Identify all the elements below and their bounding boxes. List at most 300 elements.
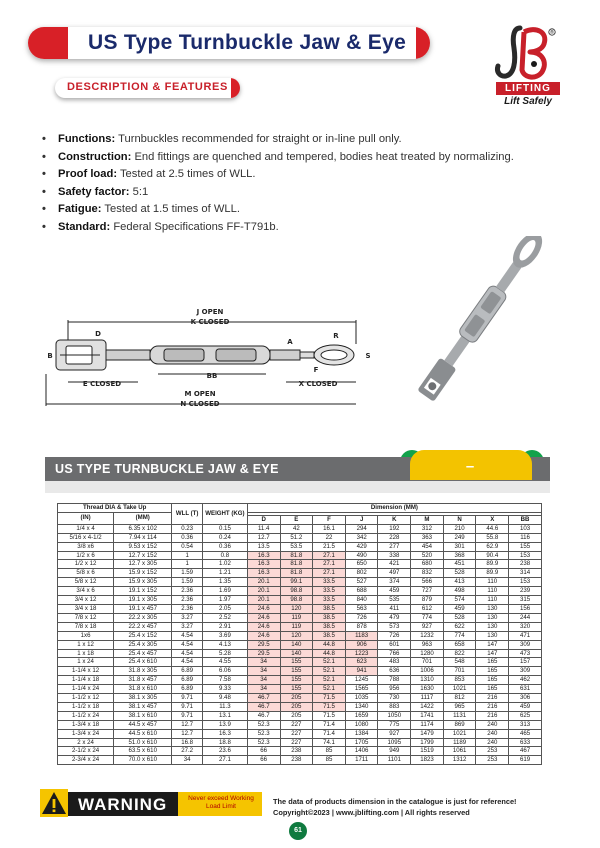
table-cell: 309 bbox=[509, 640, 542, 649]
table-cell: 4.54 bbox=[172, 649, 203, 658]
footer-copyright: Copyright©2023 | www.jblifting.com | All rights reserved bbox=[273, 808, 470, 817]
table-cell: 21.5 bbox=[313, 542, 346, 551]
th-e: E bbox=[280, 515, 313, 524]
table-cell: 210 bbox=[443, 524, 476, 533]
table-cell: 205 bbox=[280, 694, 313, 703]
table-cell: 38.1 x 305 bbox=[114, 694, 172, 703]
table-cell: 601 bbox=[378, 640, 411, 649]
label-a: A bbox=[287, 338, 293, 346]
table-cell: 1174 bbox=[411, 720, 444, 729]
table-cell: 25.4 x 152 bbox=[114, 631, 172, 640]
table-cell: 24.6 bbox=[247, 604, 280, 613]
feature-item: • Construction: End fittings are quenched and tempered, bodies heat treated by normalizing. bbox=[40, 149, 560, 167]
table-cell: 130 bbox=[476, 622, 509, 631]
table-cell: 1.21 bbox=[202, 569, 247, 578]
table-cell: 0.23 bbox=[172, 524, 203, 533]
table-cell: 312 bbox=[411, 524, 444, 533]
table-cell: 55.8 bbox=[476, 533, 509, 542]
label-bb: BB bbox=[206, 372, 218, 380]
table-cell: 1 x 12 bbox=[58, 640, 114, 649]
table-cell: 1021 bbox=[443, 729, 476, 738]
table-cell: 1-1/2 x 18 bbox=[58, 702, 114, 711]
table-cell: 27.1 bbox=[313, 560, 346, 569]
label-r: R bbox=[333, 332, 339, 340]
table-cell: 38.5 bbox=[313, 622, 346, 631]
table-cell: 147 bbox=[476, 649, 509, 658]
label-k-closed: K CLOSED bbox=[190, 318, 230, 326]
table-cell: 374 bbox=[378, 578, 411, 587]
table-cell: 249 bbox=[443, 533, 476, 542]
table-cell: 471 bbox=[509, 631, 542, 640]
table-cell: 71.4 bbox=[313, 729, 346, 738]
table-cell: 1117 bbox=[411, 694, 444, 703]
table-cell: 20.1 bbox=[247, 587, 280, 596]
table-row bbox=[58, 667, 542, 676]
table-cell: 81.8 bbox=[280, 560, 313, 569]
th-m: M bbox=[411, 515, 444, 524]
label-e-closed: E CLOSED bbox=[82, 380, 122, 388]
table-cell: 157 bbox=[509, 658, 542, 667]
table-cell: 25.4 x 305 bbox=[114, 640, 172, 649]
table-cell: 774 bbox=[443, 631, 476, 640]
table-cell: 497 bbox=[378, 569, 411, 578]
table-cell: 27.1 bbox=[202, 756, 247, 765]
table-row bbox=[58, 658, 542, 667]
table-row bbox=[58, 542, 542, 551]
table-cell: 240 bbox=[476, 729, 509, 738]
table-cell: 459 bbox=[443, 604, 476, 613]
table-cell: 99.1 bbox=[280, 578, 313, 587]
table-cell: 52.1 bbox=[313, 685, 346, 694]
table-cell: 5/8 x 12 bbox=[58, 578, 114, 587]
table-cell: 1/4 x 4 bbox=[58, 524, 114, 533]
table-cell: 623 bbox=[345, 658, 378, 667]
table-row bbox=[58, 756, 542, 765]
table-cell: 941 bbox=[345, 667, 378, 676]
table-cell: 883 bbox=[378, 702, 411, 711]
table-cell: 3/4 x 6 bbox=[58, 587, 114, 596]
table-cell: 74.1 bbox=[313, 738, 346, 747]
table-cell: 19.1 x 457 bbox=[114, 604, 172, 613]
feature-item: • Fatigue: Tested at 1.5 times of WLL. bbox=[40, 201, 560, 219]
table-cell: 688 bbox=[345, 587, 378, 596]
table-cell: 66 bbox=[247, 756, 280, 765]
table-cell: 1 x 24 bbox=[58, 658, 114, 667]
table-cell: 155 bbox=[280, 658, 313, 667]
table-cell: 89.9 bbox=[476, 569, 509, 578]
table-cell: 31.8 x 305 bbox=[114, 667, 172, 676]
table-row bbox=[58, 631, 542, 640]
table-row bbox=[58, 596, 542, 605]
table-cell: 22.2 x 305 bbox=[114, 613, 172, 622]
table-cell: 130 bbox=[476, 613, 509, 622]
table-cell: 9.33 bbox=[202, 685, 247, 694]
table-cell: 3.69 bbox=[202, 631, 247, 640]
table-cell: 368 bbox=[443, 551, 476, 560]
th-f: F bbox=[313, 515, 346, 524]
table-cell: 12.7 bbox=[247, 533, 280, 542]
th-d: D bbox=[247, 515, 280, 524]
table-cell: 535 bbox=[378, 596, 411, 605]
table-cell: 520 bbox=[411, 551, 444, 560]
table-cell: 802 bbox=[345, 569, 378, 578]
table-cell: 0.36 bbox=[202, 542, 247, 551]
table-cell: 216 bbox=[476, 711, 509, 720]
table-cell: 66 bbox=[247, 747, 280, 756]
table-cell: 33.5 bbox=[313, 578, 346, 587]
table-cell: 44.5 x 457 bbox=[114, 720, 172, 729]
table-row bbox=[58, 569, 542, 578]
table-cell: 165 bbox=[476, 685, 509, 694]
th-k: K bbox=[378, 515, 411, 524]
table-cell: 12.7 x 305 bbox=[114, 560, 172, 569]
table-cell: 4.54 bbox=[172, 640, 203, 649]
table-cell: 1-1/4 x 24 bbox=[58, 685, 114, 694]
table-cell: 5/16 x 4-1/2 bbox=[58, 533, 114, 542]
table-row bbox=[58, 524, 542, 533]
label-b: B bbox=[47, 352, 53, 360]
table-cell: 1.97 bbox=[202, 596, 247, 605]
footer-disclaimer: The data of products dimension in the catalogue is just for reference! bbox=[273, 797, 517, 806]
table-cell: 44.8 bbox=[313, 649, 346, 658]
table-cell: 24.6 bbox=[247, 613, 280, 622]
th-in: (IN) bbox=[58, 512, 114, 524]
table-cell: 11.4 bbox=[247, 524, 280, 533]
table-cell: 421 bbox=[378, 560, 411, 569]
table-cell: 949 bbox=[378, 747, 411, 756]
table-cell: 294 bbox=[345, 524, 378, 533]
table-cell: 727 bbox=[411, 587, 444, 596]
table-cell: 42 bbox=[280, 524, 313, 533]
table-cell: 879 bbox=[411, 596, 444, 605]
table-cell: 3/8 x6 bbox=[58, 542, 114, 551]
table-cell: 31.8 x 457 bbox=[114, 676, 172, 685]
table-cell: 1.59 bbox=[172, 569, 203, 578]
table-cell: 53.5 bbox=[280, 542, 313, 551]
table-cell: 314 bbox=[509, 569, 542, 578]
table-cell: 1035 bbox=[345, 694, 378, 703]
table-cell: 483 bbox=[378, 658, 411, 667]
table-cell: 9.71 bbox=[172, 702, 203, 711]
table-cell: 9.48 bbox=[202, 694, 247, 703]
table-cell: 1-3/4 x 24 bbox=[58, 729, 114, 738]
table-cell: 16.3 bbox=[247, 569, 280, 578]
table-cell: 2.36 bbox=[172, 596, 203, 605]
label-d: D bbox=[95, 330, 101, 338]
table-cell: 52.1 bbox=[313, 676, 346, 685]
table-cell: 70.0 x 610 bbox=[114, 756, 172, 765]
table-cell: 1x6 bbox=[58, 631, 114, 640]
th-thread: Thread DIA & Take Up bbox=[58, 504, 172, 513]
th-weight: WEIGHT (KG) bbox=[202, 504, 247, 525]
table-cell: 574 bbox=[443, 596, 476, 605]
table-cell: 625 bbox=[509, 711, 542, 720]
table-row bbox=[58, 622, 542, 631]
table-cell: 103 bbox=[509, 524, 542, 533]
table-cell: 165 bbox=[476, 676, 509, 685]
table-cell: 1312 bbox=[443, 756, 476, 765]
table-cell: 12.7 bbox=[172, 729, 203, 738]
table-cell: 2.05 bbox=[202, 604, 247, 613]
table-cell: 0.36 bbox=[172, 533, 203, 542]
table-cell: 24.6 bbox=[247, 622, 280, 631]
table-cell: 20.1 bbox=[247, 578, 280, 587]
label-s: S bbox=[365, 352, 371, 360]
table-cell: 2 x 24 bbox=[58, 738, 114, 747]
table-cell: 238 bbox=[509, 560, 542, 569]
table-cell: 34 bbox=[172, 756, 203, 765]
table-cell: 1340 bbox=[345, 702, 378, 711]
th-x: X bbox=[476, 515, 509, 524]
table-cell: 27.1 bbox=[313, 569, 346, 578]
table-cell: 701 bbox=[443, 667, 476, 676]
table-cell: 6.89 bbox=[172, 667, 203, 676]
table-cell: 153 bbox=[509, 578, 542, 587]
table-row bbox=[58, 649, 542, 658]
table-cell: 16.8 bbox=[172, 738, 203, 747]
table-cell: 726 bbox=[378, 631, 411, 640]
spec-table bbox=[57, 503, 542, 765]
table-cell: 46.7 bbox=[247, 702, 280, 711]
table-cell: 927 bbox=[411, 622, 444, 631]
table-cell: 636 bbox=[378, 667, 411, 676]
table-cell: 192 bbox=[378, 524, 411, 533]
table-cell: 459 bbox=[509, 702, 542, 711]
table-cell: 38.5 bbox=[313, 604, 346, 613]
table-row bbox=[58, 729, 542, 738]
table-cell: 451 bbox=[443, 560, 476, 569]
label-x-closed: X CLOSED bbox=[298, 380, 338, 388]
table-cell: 16.3 bbox=[202, 729, 247, 738]
table-cell: 2.52 bbox=[202, 613, 247, 622]
table-cell: 110 bbox=[476, 596, 509, 605]
table-row bbox=[58, 613, 542, 622]
table-cell: 6.89 bbox=[172, 676, 203, 685]
table-cell: 313 bbox=[509, 720, 542, 729]
table-cell: 1080 bbox=[345, 720, 378, 729]
table-cell: 63.5 x 610 bbox=[114, 747, 172, 756]
table-cell: 963 bbox=[411, 640, 444, 649]
table-cell: 155 bbox=[280, 685, 313, 694]
th-dimension: Dimension (MM) bbox=[247, 504, 541, 513]
table-cell: 1565 bbox=[345, 685, 378, 694]
table-cell: 573 bbox=[378, 622, 411, 631]
table-cell: 490 bbox=[345, 551, 378, 560]
table-cell: 5/8 x 6 bbox=[58, 569, 114, 578]
table-cell: 309 bbox=[509, 667, 542, 676]
table-cell: 253 bbox=[476, 747, 509, 756]
table-row bbox=[58, 685, 542, 694]
feature-item: • Proof load: Tested at 2.5 times of WLL. bbox=[40, 166, 560, 184]
table-cell: 479 bbox=[378, 613, 411, 622]
table-cell: 27.2 bbox=[172, 747, 203, 756]
table-row bbox=[58, 604, 542, 613]
table-cell: 19.1 x 152 bbox=[114, 587, 172, 596]
table-cell: 1630 bbox=[411, 685, 444, 694]
table-cell: 9.71 bbox=[172, 694, 203, 703]
table-cell: 1280 bbox=[411, 649, 444, 658]
table-cell: 3.27 bbox=[172, 613, 203, 622]
table-cell: 1 x 18 bbox=[58, 649, 114, 658]
table-cell: 7.58 bbox=[202, 676, 247, 685]
table-cell: 244 bbox=[509, 613, 542, 622]
table-cell: 411 bbox=[378, 604, 411, 613]
table-cell: 155 bbox=[280, 667, 313, 676]
table-cell: 320 bbox=[509, 622, 542, 631]
table-cell: 205 bbox=[280, 711, 313, 720]
table-cell: 1-1/4 x 18 bbox=[58, 676, 114, 685]
table-cell: 238 bbox=[280, 756, 313, 765]
table-cell: 1101 bbox=[378, 756, 411, 765]
table-row bbox=[58, 533, 542, 542]
table-cell: 38.5 bbox=[313, 631, 346, 640]
table-cell: 1/2 x 12 bbox=[58, 560, 114, 569]
table-cell: 6.89 bbox=[172, 685, 203, 694]
table-cell: 90.4 bbox=[476, 551, 509, 560]
table-cell: 0.15 bbox=[202, 524, 247, 533]
table-cell: 462 bbox=[509, 676, 542, 685]
table-cell: 1705 bbox=[345, 738, 378, 747]
table-cell: 622 bbox=[443, 622, 476, 631]
table-cell: 16.1 bbox=[313, 524, 346, 533]
table-cell: 906 bbox=[345, 640, 378, 649]
table-cell: 766 bbox=[378, 649, 411, 658]
table-cell: 528 bbox=[443, 613, 476, 622]
table-cell: 227 bbox=[280, 738, 313, 747]
table-cell: 1310 bbox=[411, 676, 444, 685]
table-cell: 119 bbox=[280, 613, 313, 622]
table-cell: 253 bbox=[476, 756, 509, 765]
table-cell: 1422 bbox=[411, 702, 444, 711]
th-mm: (MM) bbox=[114, 512, 172, 524]
table-cell: 12.7 x 152 bbox=[114, 551, 172, 560]
table-row bbox=[58, 578, 542, 587]
table-cell: 1741 bbox=[411, 711, 444, 720]
table-cell: 24.6 bbox=[247, 631, 280, 640]
table-cell: 13.9 bbox=[202, 720, 247, 729]
table-cell: 7.94 x 114 bbox=[114, 533, 172, 542]
table-cell: 89.9 bbox=[476, 560, 509, 569]
table-cell: 20.1 bbox=[247, 596, 280, 605]
features-list bbox=[40, 131, 560, 237]
table-cell: 3.27 bbox=[172, 622, 203, 631]
table-cell: 1384 bbox=[345, 729, 378, 738]
table-cell: 465 bbox=[509, 729, 542, 738]
table-cell: 2-3/4 x 24 bbox=[58, 756, 114, 765]
page-number: 61 bbox=[289, 822, 307, 840]
table-cell: 38.1 x 610 bbox=[114, 711, 172, 720]
table-cell: 11.3 bbox=[202, 702, 247, 711]
table-cell: 19.1 x 305 bbox=[114, 596, 172, 605]
table-cell: 29.5 bbox=[247, 649, 280, 658]
table-cell: 869 bbox=[443, 720, 476, 729]
table-cell: 81.8 bbox=[280, 569, 313, 578]
table-cell: 467 bbox=[509, 747, 542, 756]
table-row bbox=[58, 587, 542, 596]
table-cell: 315 bbox=[509, 596, 542, 605]
table-cell: 633 bbox=[509, 738, 542, 747]
table-cell: 4.13 bbox=[202, 640, 247, 649]
svg-text:®: ® bbox=[549, 30, 555, 37]
table-cell: 110 bbox=[476, 578, 509, 587]
table-cell: 38.5 bbox=[313, 613, 346, 622]
table-cell: 840 bbox=[345, 596, 378, 605]
table-cell: 548 bbox=[443, 658, 476, 667]
table-row bbox=[58, 694, 542, 703]
table-cell: 34 bbox=[247, 685, 280, 694]
table-cell: 927 bbox=[378, 729, 411, 738]
table-cell: 25.4 x 610 bbox=[114, 658, 172, 667]
table-cell: 52.1 bbox=[313, 667, 346, 676]
table-cell: 110 bbox=[476, 587, 509, 596]
banner-shadow bbox=[45, 481, 550, 493]
table-cell: 1406 bbox=[345, 747, 378, 756]
table-cell: 1659 bbox=[345, 711, 378, 720]
table-cell: 238 bbox=[280, 747, 313, 756]
table-row bbox=[58, 738, 542, 747]
table-cell: 216 bbox=[476, 694, 509, 703]
label-j-open: J OPEN bbox=[196, 308, 224, 316]
table-cell: 0.24 bbox=[202, 533, 247, 542]
table-cell: 34 bbox=[247, 676, 280, 685]
table-cell: 33.5 bbox=[313, 596, 346, 605]
table-row bbox=[58, 702, 542, 711]
table-cell: 528 bbox=[443, 569, 476, 578]
table-cell: 71.5 bbox=[313, 711, 346, 720]
table-cell: 726 bbox=[345, 613, 378, 622]
warning-icon bbox=[40, 789, 68, 817]
label-n-closed: N CLOSED bbox=[180, 400, 220, 408]
table-cell: 155 bbox=[280, 676, 313, 685]
table-cell: 1061 bbox=[443, 747, 476, 756]
table-cell: 165 bbox=[476, 658, 509, 667]
table-cell: 31.8 x 610 bbox=[114, 685, 172, 694]
table-cell: 205 bbox=[280, 702, 313, 711]
table-cell: 1799 bbox=[411, 738, 444, 747]
turnbuckle-photo bbox=[400, 236, 550, 418]
table-cell: 1519 bbox=[411, 747, 444, 756]
table-cell: 7/8 x 18 bbox=[58, 622, 114, 631]
table-cell: 338 bbox=[378, 551, 411, 560]
table-cell: 34 bbox=[247, 667, 280, 676]
table-cell: 812 bbox=[443, 694, 476, 703]
table-cell: 4.54 bbox=[172, 631, 203, 640]
table-cell: 631 bbox=[509, 685, 542, 694]
page-title: US Type Turnbuckle Jaw & Eye bbox=[88, 31, 407, 54]
table-cell: 788 bbox=[378, 676, 411, 685]
table-cell: 16.3 bbox=[247, 560, 280, 569]
table-row bbox=[58, 551, 542, 560]
table-cell: 140 bbox=[280, 640, 313, 649]
th-n: N bbox=[443, 515, 476, 524]
table-row bbox=[58, 560, 542, 569]
table-cell: 3/4 x 18 bbox=[58, 604, 114, 613]
table-cell: 227 bbox=[280, 729, 313, 738]
table-cell: 498 bbox=[443, 587, 476, 596]
table-cell: 46.7 bbox=[247, 711, 280, 720]
table-cell: 363 bbox=[411, 533, 444, 542]
table-cell: 9.71 bbox=[172, 711, 203, 720]
table-cell: 120 bbox=[280, 631, 313, 640]
table-cell: 658 bbox=[443, 640, 476, 649]
table-cell: 1223 bbox=[345, 649, 378, 658]
table-cell: 853 bbox=[443, 676, 476, 685]
table-cell: 227 bbox=[280, 720, 313, 729]
logo-tagline: Lift Safely bbox=[504, 96, 552, 107]
table-cell: 52.3 bbox=[247, 729, 280, 738]
table-cell: 1-3/4 x 18 bbox=[58, 720, 114, 729]
table-cell: 147 bbox=[476, 640, 509, 649]
